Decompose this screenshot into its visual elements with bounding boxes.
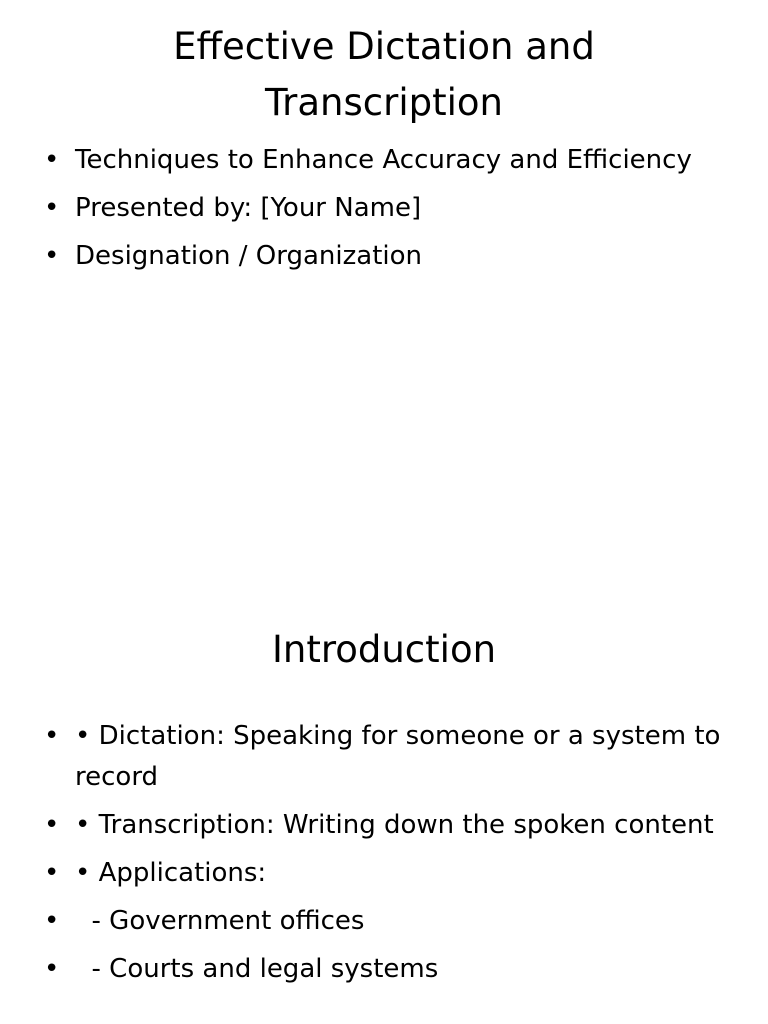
bullet-icon: • (44, 858, 60, 888)
bullet-icon: • (44, 954, 60, 984)
bullet-icon: • (44, 241, 60, 271)
bullet-item (40, 949, 730, 990)
bullet-text: Presented by: [Your Name] (75, 193, 422, 223)
bullet-item (40, 188, 730, 229)
bullet-item (40, 853, 730, 894)
bullet-text: - Government offices (75, 906, 365, 936)
bullet-text: • Dictation: Speaking for someone or a system to record (75, 721, 721, 792)
bullet-icon: • (44, 810, 60, 840)
bullet-item (40, 805, 730, 846)
bullet-text: - Courts and legal systems (75, 954, 439, 984)
slide-introduction-heading: Introduction (271, 628, 497, 671)
slide-introduction-bullets (40, 716, 730, 997)
bullet-icon: • (44, 721, 60, 751)
bullet-text: Techniques to Enhance Accuracy and Efficiency (75, 145, 692, 175)
slide-introduction (0, 576, 768, 1024)
bullet-item (40, 140, 730, 181)
bullet-icon: • (44, 193, 60, 223)
bullet-text: • Transcription: Writing down the spoken content (75, 810, 714, 840)
bullet-text: Designation / Organization (75, 241, 423, 271)
bullet-item (40, 901, 730, 942)
bullet-item (40, 236, 730, 277)
bullet-icon: • (44, 145, 60, 175)
bullet-text: • Applications: (75, 858, 267, 888)
bullet-item (40, 716, 730, 798)
slide-title-heading: Effective Dictation and Transcription (173, 25, 595, 124)
bullet-icon: • (44, 906, 60, 936)
slide-title-bullets (40, 140, 730, 284)
